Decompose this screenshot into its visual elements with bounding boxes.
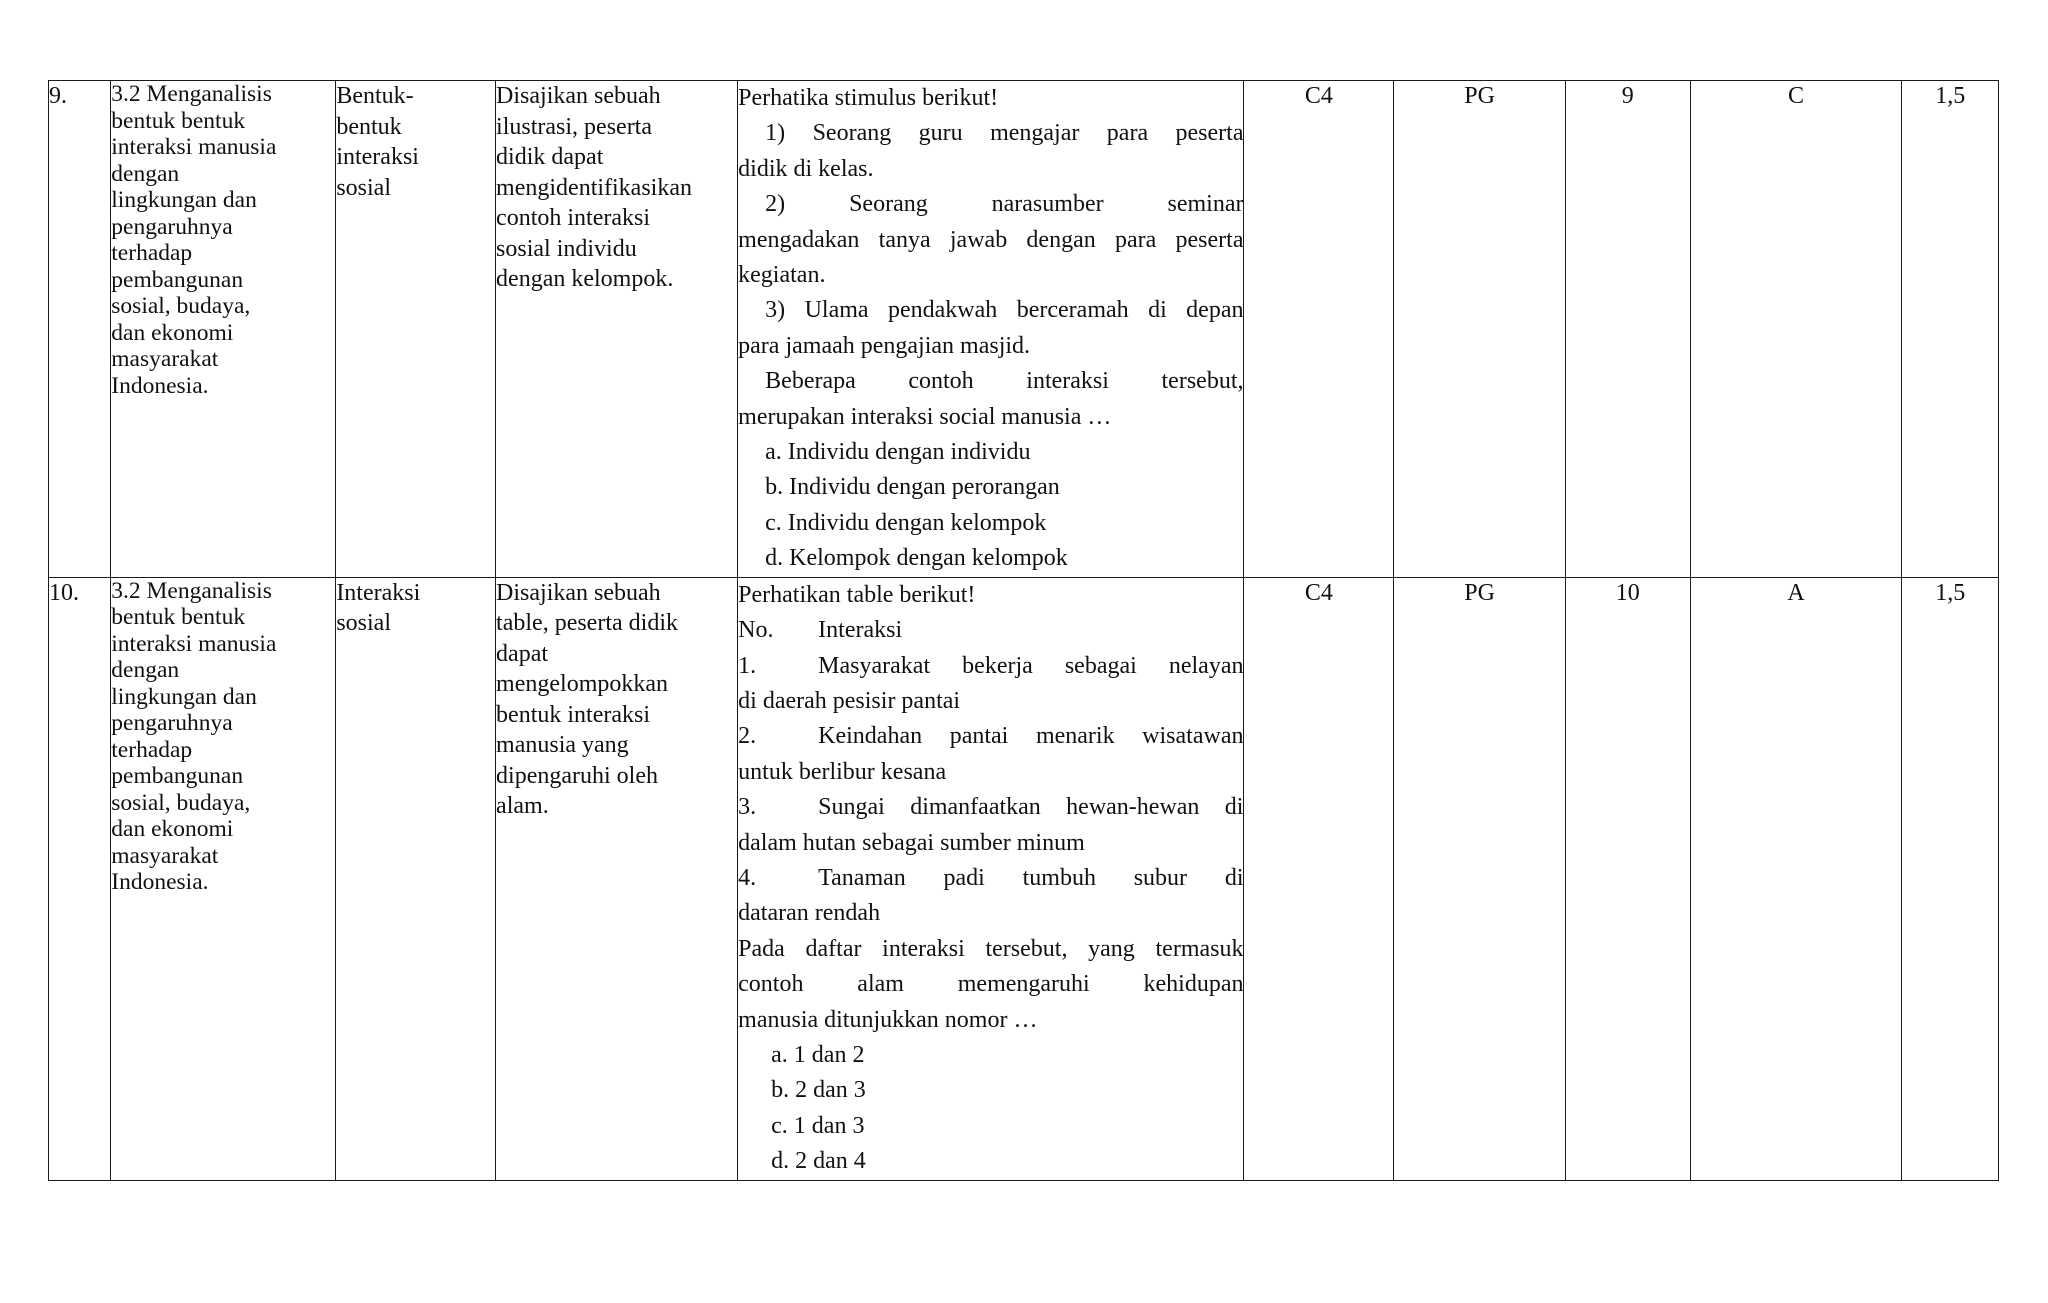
row-number: 10. [49,577,111,1180]
inner-table-item-cont: dataran rendah [738,900,881,927]
row-number: 9. [49,81,111,578]
question-cell [738,577,1244,1180]
table-row [49,81,1999,578]
inner-table-item: 3. Sungai dimanfaatkan hewan-hewan di [738,794,1244,821]
inner-table-item: 4. Tanaman padi tumbuh subur di [738,864,1244,891]
stimulus-line: didik di kelas. [738,155,874,182]
stimulus-line: mengadakan tanya jawab dengan para peserta [738,226,1244,253]
question-form-cell: PG [1394,81,1566,578]
answer-option: a. Individu dengan individu [765,439,1031,466]
inner-table-item-cont: di daerah pesisir pantai [738,687,961,714]
score-cell: 1,5 [1902,577,1999,1180]
score-cell: 1,5 [1902,81,1999,578]
inner-table-item: 1. Masyarakat bekerja sebagai nelayan [738,652,1244,679]
question-stem: merupakan interaksi social manusia … [738,403,1112,430]
cognitive-level-cell: C4 [1244,577,1394,1180]
basic-competency-cell: 3.2 Menganalisis bentuk bentuk interaksi manusia dengan lingkungan dan pengaruhnya terhadap pembangunan sosial, budaya, dan ekonomi masyarakat Indonesia. [111,81,336,578]
question-stem: Beberapa contoh interaksi tersebut, [765,368,1244,395]
inner-header-label: Interaksi [818,617,903,644]
answer-option: c. Individu dengan kelompok [765,509,1047,536]
question-intro: Perhatikan table berikut! [738,581,976,608]
inner-header-no: No. [738,617,774,644]
question-cell [738,81,1244,578]
material-cell: Interaksi sosial [336,577,496,1180]
question-intro: Perhatika stimulus berikut! [738,85,999,111]
answer-option: b. Individu dengan perorangan [765,474,1060,501]
answer-key-cell: A [1690,577,1902,1180]
question-stem: Pada daftar interaksi tersebut, yang termasuk [738,935,1244,962]
inner-table-header [738,613,1243,648]
material-cell: Bentuk- bentuk interaksi sosial [336,81,496,578]
answer-option: d. Kelompok dengan kelompok [765,545,1068,572]
stimulus-line: 3) Ulama pendakwah berceramah di depan [765,297,1244,324]
answer-key-cell: C [1690,81,1902,578]
stimulus-line: 1) Seorang guru mengajar para peserta [765,120,1244,147]
indicator-cell: Disajikan sebuah table, peserta didik dapat mengelompokkan bentuk interaksi manusia yang dipengaruhi oleh alam. [496,577,738,1180]
answer-option: d. 2 dan 4 [771,1148,866,1175]
answer-option: b. 2 dan 3 [771,1077,866,1104]
stimulus-line: 2) Seorang narasumber seminar [765,191,1244,218]
inner-table-item: 2. Keindahan pantai menarik wisatawan [738,723,1244,750]
basic-competency-cell: 3.2 Menganalisis bentuk bentuk interaksi manusia dengan lingkungan dan pengaruhnya terhadap pembangunan sosial, budaya, dan ekonomi masyarakat Indonesia. [111,577,336,1180]
answer-option: a. 1 dan 2 [771,1041,865,1068]
inner-table-item-cont: dalam hutan sebagai sumber minum [738,829,1085,856]
table-row [49,577,1999,1180]
stimulus-line: para jamaah pengajian masjid. [738,332,1031,359]
question-stem: manusia ditunjukkan nomor … [738,1006,1038,1033]
question-number-cell: 10 [1565,577,1690,1180]
question-grid-table [48,80,1999,1181]
question-number-cell: 9 [1565,81,1690,578]
answer-option: c. 1 dan 3 [771,1112,865,1139]
stimulus-line: kegiatan. [738,262,826,289]
indicator-cell: Disajikan sebuah ilustrasi, peserta didik dapat mengidentifikasikan contoh interaksi sosial individu dengan kelompok. [496,81,738,578]
question-form-cell: PG [1394,577,1566,1180]
question-stem: contoh alam memengaruhi kehidupan [738,971,1244,998]
cognitive-level-cell: C4 [1244,81,1394,578]
inner-table-item-cont: untuk berlibur kesana [738,758,947,785]
